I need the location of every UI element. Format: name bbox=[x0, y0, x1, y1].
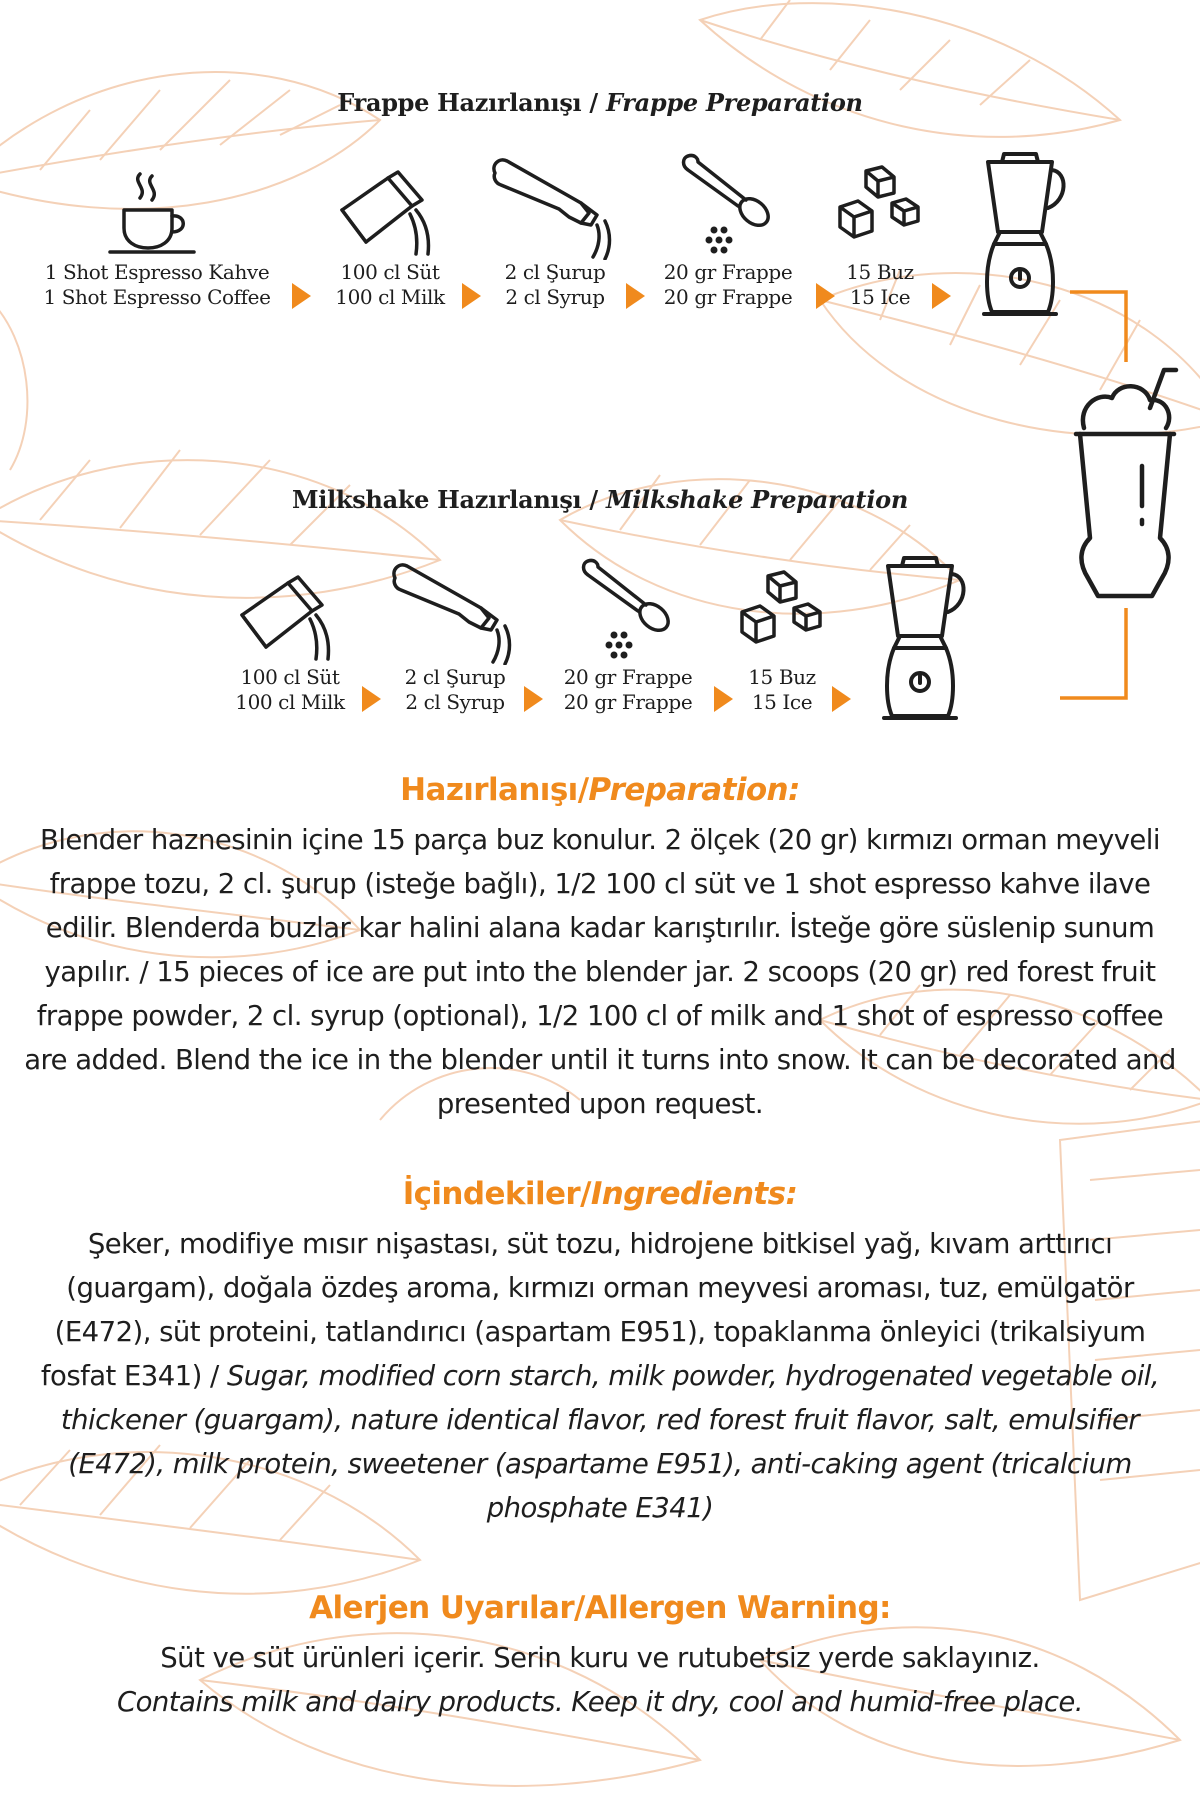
milkshake-section-title bbox=[0, 485, 1200, 514]
milkshake-glass-icon bbox=[1070, 362, 1190, 602]
coffee-cup-icon bbox=[102, 170, 212, 260]
step-label-en: 2 cl Syrup bbox=[505, 285, 605, 309]
arrow-icon bbox=[714, 686, 733, 712]
ice-cubes-icon bbox=[830, 163, 930, 260]
spoon-powder-icon bbox=[568, 555, 688, 665]
step-label-en: 15 Ice bbox=[849, 285, 911, 309]
step-label-tr: 20 gr Frappe bbox=[663, 260, 793, 284]
preparation-text bbox=[18, 818, 1182, 1126]
blender-icon bbox=[870, 552, 970, 722]
step-label-en: 1 Shot Espresso Coffee bbox=[43, 285, 271, 309]
step-label-tr: 20 gr Frappe bbox=[563, 665, 693, 689]
frappe-step-syrup bbox=[470, 155, 640, 310]
arrow-icon bbox=[524, 686, 543, 712]
step-label-tr: 15 Buz bbox=[748, 665, 816, 689]
milkshake-step-milk bbox=[210, 575, 370, 715]
allergen-text bbox=[18, 1636, 1182, 1724]
step-label-en: 20 gr Frappe bbox=[563, 690, 693, 714]
milkshake-title-en: Milkshake Preparation bbox=[605, 485, 908, 514]
frappe-title-tr: Frappe Hazırlanışı / bbox=[337, 88, 598, 117]
milkshake-title-tr: Milkshake Hazırlanışı / bbox=[291, 485, 598, 514]
arrow-icon bbox=[626, 283, 645, 309]
milk-carton-icon bbox=[230, 575, 350, 665]
syrup-bottle-icon bbox=[385, 560, 525, 665]
step-label-en: 100 cl Milk bbox=[235, 690, 345, 714]
ice-cubes-icon bbox=[732, 568, 832, 665]
step-label-en: 20 gr Frappe bbox=[663, 285, 793, 309]
frappe-step-coffee bbox=[32, 170, 282, 310]
ingredients-text bbox=[18, 1222, 1182, 1530]
step-label-tr: 2 cl Şurup bbox=[404, 665, 506, 689]
milkshake-step-powder bbox=[548, 555, 708, 715]
step-label-tr: 2 cl Şurup bbox=[504, 260, 606, 284]
ingredients-heading bbox=[0, 1176, 1200, 1212]
frappe-section-title bbox=[0, 88, 1200, 117]
spoon-powder-icon bbox=[668, 150, 788, 260]
preparation-text-en: 15 pieces of ice are put into the blender jar. 2 scoops (20 gr) red forest fruit frappe powder, 2 cl. syrup (optional), 1/2 100 cl of milk and 1 shot of espresso coffee are added. Blend the ice in the blender until it turns into snow. It can be decorated and presented upon request. bbox=[24, 956, 1176, 1120]
frappe-step-milk bbox=[310, 170, 470, 310]
frappe-step-ice bbox=[830, 163, 930, 310]
arrow-icon bbox=[932, 283, 951, 309]
frappe-title-en: Frappe Preparation bbox=[605, 88, 863, 117]
syrup-bottle-icon bbox=[485, 155, 625, 260]
ingredients-text-en: Sugar, modified corn starch, milk powder, hydrogenated vegetable oil, thickener (guargam), nature identical flavor, red forest fruit flavor, salt, emulsifier (E472), milk protein, sweetener (aspartame E951), anti-caking agent (tricalcium phosphate E341) bbox=[60, 1360, 1160, 1524]
milkshake-step-ice bbox=[732, 568, 832, 715]
step-label-tr: 100 cl Süt bbox=[240, 665, 340, 689]
arrow-icon bbox=[292, 283, 311, 309]
preparation-heading-tr: Hazırlanışı/ bbox=[400, 772, 589, 808]
step-label-en: 2 cl Syrup bbox=[405, 690, 505, 714]
blender-icon bbox=[970, 148, 1070, 318]
preparation-heading bbox=[0, 772, 1200, 808]
step-label-en: 15 Ice bbox=[751, 690, 813, 714]
step-label-tr: 15 Buz bbox=[846, 260, 914, 284]
step-label-en: 100 cl Milk bbox=[335, 285, 445, 309]
frappe-step-powder bbox=[648, 150, 808, 310]
milk-carton-icon bbox=[330, 170, 450, 260]
arrow-icon bbox=[832, 686, 851, 712]
preparation-separator: / bbox=[131, 956, 157, 988]
ingredients-heading-en: Ingredients: bbox=[590, 1176, 798, 1212]
preparation-text-tr: Blender haznesinin içine 15 parça buz konulur. 2 ölçek (20 gr) kırmızı orman meyveli frappe tozu, 2 cl. şurup (isteğe bağlı), 1/2 100 cl süt ve 1 shot espresso kahve ilave edilir. Blenderda buzlar kar halini alana kadar karıştırılır. İsteğe göre süslenip sunum yapılır. bbox=[40, 824, 1160, 988]
allergen-text-tr: Süt ve süt ürünleri içerir. Serin kuru ve rutubetsiz yerde saklayınız. bbox=[160, 1642, 1040, 1674]
allergen-text-en: Contains milk and dairy products. Keep it dry, cool and humid-free place. bbox=[117, 1686, 1083, 1718]
ingredients-heading-tr: İçindekiler/ bbox=[402, 1176, 591, 1212]
step-label-tr: 100 cl Süt bbox=[340, 260, 440, 284]
step-label-tr: 1 Shot Espresso Kahve bbox=[44, 260, 270, 284]
ingredients-text-tr: Şeker, modifiye mısır nişastası, süt tozu, hidrojene bitkisel yağ, kıvam arttırıcı (guargam), doğala özdeş aroma, kırmızı orman meyvesi aroması, tuz, emülgatör (E472), süt proteini, tatlandırıcı (aspartam E951), topaklanma önleyici (trikalsiyum fosfat E341) / bbox=[40, 1228, 1146, 1392]
milkshake-step-syrup bbox=[370, 560, 540, 715]
allergen-heading: Alerjen Uyarılar/Allergen Warning: bbox=[309, 1590, 891, 1626]
preparation-heading-en: Preparation: bbox=[588, 772, 800, 808]
